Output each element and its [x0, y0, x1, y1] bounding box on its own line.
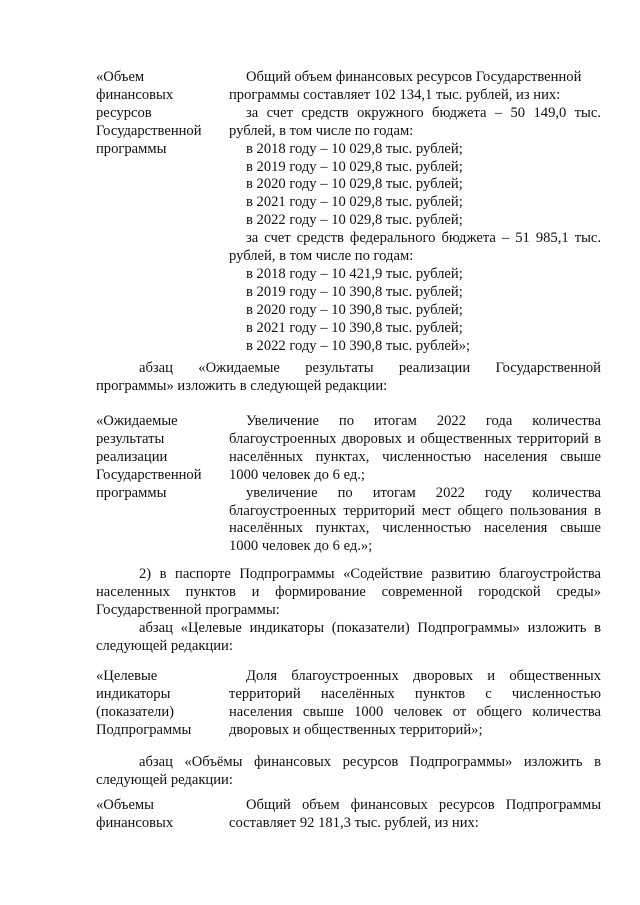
- text-line: дворовых и общественных территорий»;: [229, 721, 483, 738]
- paragraph-line: 2) в паспорте Подпрограммы «Содействие развитию благоустройства: [139, 566, 601, 582]
- paragraph-line: Государственной программы:: [96, 601, 280, 618]
- text-line: рублей, в том числе по годам:: [229, 122, 414, 139]
- year-line: в 2018 году – 10 421,9 тыс. рублей;: [246, 265, 463, 282]
- text-line: программы составляет 102 134,1 тыс. рублей, из них:: [229, 86, 561, 103]
- label-line: финансовых: [96, 814, 174, 831]
- label-line: результаты: [96, 430, 165, 447]
- text-line: 1000 человек до 6 ед.»;: [229, 538, 373, 555]
- label-line: Государственной: [96, 122, 202, 139]
- paragraph-line: следующей редакции:: [96, 637, 233, 654]
- target-indicators-label: [96, 668, 218, 740]
- text-line: 1000 человек до 6 ед.;: [229, 466, 365, 483]
- label-line: ресурсов: [96, 104, 152, 121]
- year-line: в 2018 году – 10 029,8 тыс. рублей;: [246, 140, 463, 157]
- paragraph-line: следующей редакции:: [96, 771, 233, 788]
- year-line: в 2021 году – 10 390,8 тыс. рублей;: [246, 319, 463, 336]
- paragraph-line: программы» изложить в следующей редакции:: [96, 377, 388, 394]
- label-line: «Целевые: [96, 668, 158, 684]
- year-line: в 2019 году – 10 390,8 тыс. рублей;: [246, 283, 463, 300]
- year-line: в 2020 году – 10 029,8 тыс. рублей;: [246, 176, 463, 193]
- label-line: «Объем: [96, 69, 145, 85]
- text-line: Общий объем финансовых ресурсов Подпрограммы: [246, 797, 601, 813]
- text-line: за счет средств федерального бюджета – 51 985,1 тыс.: [246, 230, 601, 247]
- label-line: индикаторы: [96, 685, 171, 702]
- text-line: благоустроенных дворовых и общественных территорий в: [229, 430, 601, 447]
- label-line: финансовых: [96, 86, 174, 103]
- volumes-intro-paragraph: [96, 754, 601, 790]
- text-line: увеличение по итогам 2022 году количества: [246, 484, 601, 501]
- label-line: реализации: [96, 448, 168, 465]
- paragraph-line: абзац «Объёмы финансовых ресурсов Подпрограммы» изложить в: [139, 754, 601, 770]
- finance-resources-label: [96, 69, 218, 159]
- label-line: «Ожидаемые: [96, 413, 178, 429]
- text-line: благоустроенных территорий мест общего пользования в: [229, 502, 601, 519]
- label-line: (показатели): [96, 703, 174, 720]
- expected-results-label: [96, 413, 218, 503]
- results-intro-paragraph: [96, 360, 601, 396]
- label-line: программы: [96, 140, 167, 157]
- subprogram-volumes-text: [229, 797, 601, 833]
- text-line: территорий населённых пунктов с численностью: [229, 685, 601, 702]
- text-line: составляет 92 181,3 тыс. рублей, из них:: [229, 814, 479, 831]
- paragraph-line: абзац «Целевые индикаторы (показатели) Подпрограммы» изложить в: [139, 619, 601, 636]
- year-line: в 2020 году – 10 390,8 тыс. рублей;: [246, 301, 463, 318]
- paragraph-line: населенных пунктов и формирование современной городской среды»: [96, 583, 601, 600]
- text-line: за счет средств окружного бюджета – 50 149,0 тыс.: [246, 104, 601, 121]
- year-line: в 2022 году – 10 390,8 тыс. рублей»;: [246, 337, 471, 354]
- text-line: Увеличение по итогам 2022 года количества: [246, 413, 601, 429]
- label-line: «Объемы: [96, 797, 154, 813]
- expected-results-text: [229, 413, 601, 556]
- year-line: в 2019 году – 10 029,8 тыс. рублей;: [246, 158, 463, 175]
- label-line: программы: [96, 484, 167, 501]
- text-line: Общий объем финансовых ресурсов Государственной: [246, 69, 582, 85]
- target-indicators-text: [229, 668, 601, 740]
- text-line: Доля благоустроенных дворовых и общественных: [246, 668, 601, 684]
- text-line: населения свыше 1000 человек от общего количества: [229, 703, 601, 720]
- text-line: населённых пунктах, численностью населения свыше: [229, 520, 601, 537]
- year-line: в 2021 году – 10 029,8 тыс. рублей;: [246, 194, 463, 211]
- paragraph-line: абзац «Ожидаемые результаты реализации Государственной: [139, 360, 601, 376]
- subprogram-paragraph: [96, 566, 601, 656]
- text-line: населённых пунктах, численностью населения свыше: [229, 448, 601, 465]
- label-line: Подпрограммы: [96, 721, 192, 738]
- text-line: рублей, в том числе по годам:: [229, 248, 414, 265]
- finance-resources-text: [229, 69, 601, 356]
- subprogram-volumes-label: [96, 797, 218, 833]
- year-line: в 2022 году – 10 029,8 тыс. рублей;: [246, 212, 463, 229]
- label-line: Государственной: [96, 466, 202, 483]
